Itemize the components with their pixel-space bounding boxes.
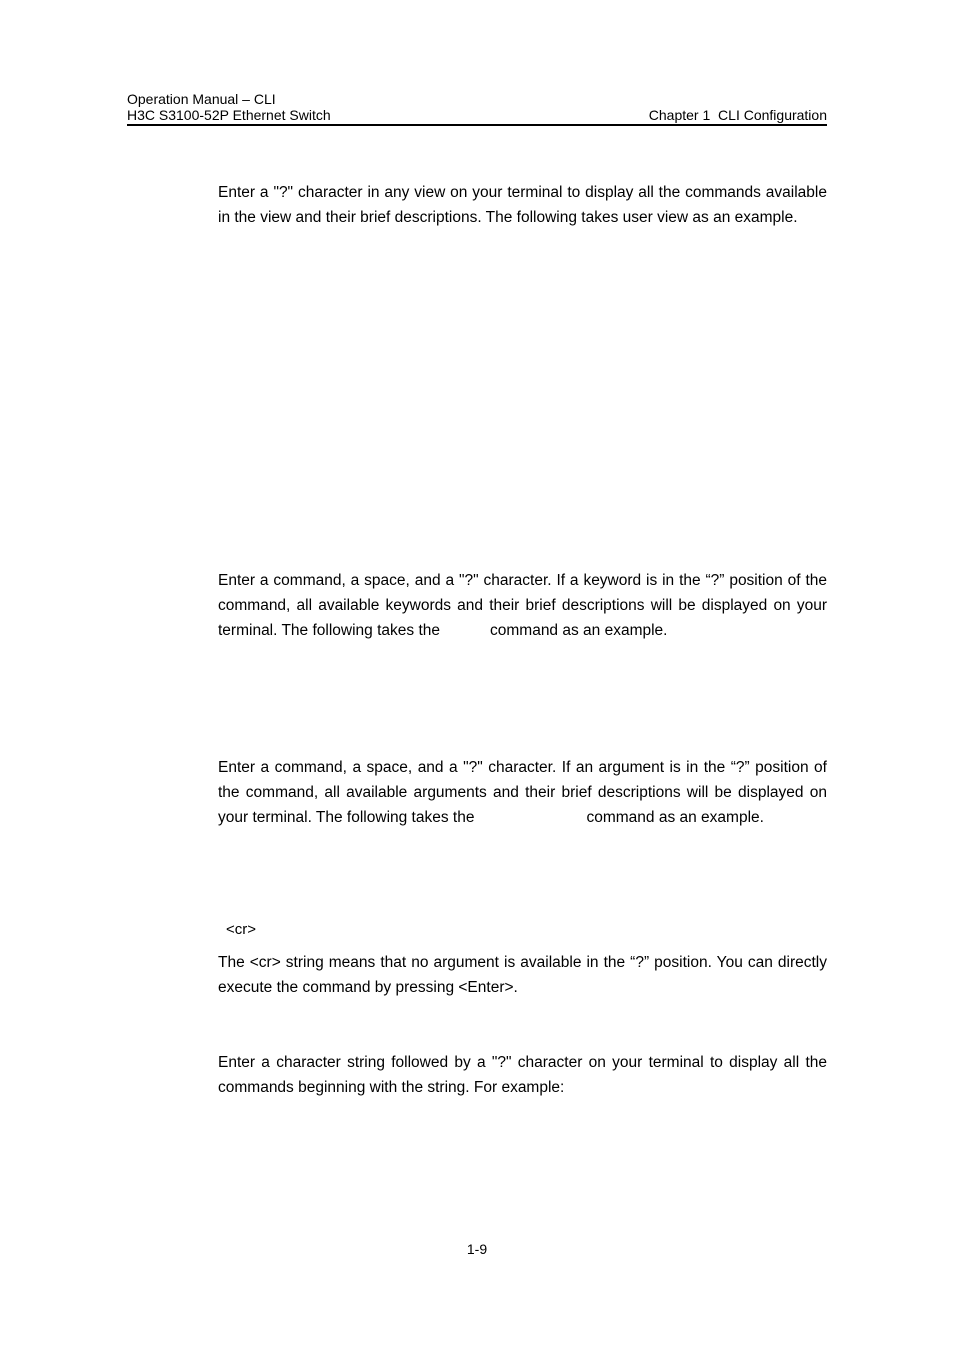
- page-number: 1-9: [466, 1241, 488, 1257]
- paragraph-text: Enter a command, a space, and a "?" character. If an argument is in the “?” position of the command, all available arguments and their brief descriptions will be displayed on your terminal. The following takes the: [218, 759, 827, 826]
- paragraph-cr-explanation: The <cr> string means that no argument is available in the “?” position. You can directly execute the command by pressing <Enter>.: [218, 954, 827, 996]
- header-divider: [127, 124, 827, 126]
- paragraph-text: command as an example.: [586, 809, 764, 826]
- paragraph-keyword-help: [218, 568, 827, 643]
- product-name: H3C S3100-52P Ethernet Switch: [127, 107, 331, 123]
- chapter-title: Chapter 1 CLI Configuration: [648, 107, 827, 123]
- paragraph-argument-help: [218, 755, 827, 830]
- cr-example-output: <cr>: [226, 921, 257, 938]
- manual-title: Operation Manual – CLI: [127, 91, 276, 107]
- paragraph-partial-help: Enter a character string followed by a "?" character on your terminal to display all the commands beginning with the string. For example:: [218, 1054, 827, 1096]
- paragraph-text: command as an example.: [490, 622, 668, 639]
- paragraph-text: Enter a command, a space, and a "?" character. If a keyword is in the “?” position of the command, all available keywords and their brief descriptions will be displayed on your terminal. The following takes the: [218, 572, 827, 639]
- running-header-left: [127, 91, 331, 123]
- paragraph-full-help-intro: Enter a "?" character in any view on your terminal to display all the commands available in the view and their brief descriptions. The following takes user view as an example.: [218, 184, 827, 226]
